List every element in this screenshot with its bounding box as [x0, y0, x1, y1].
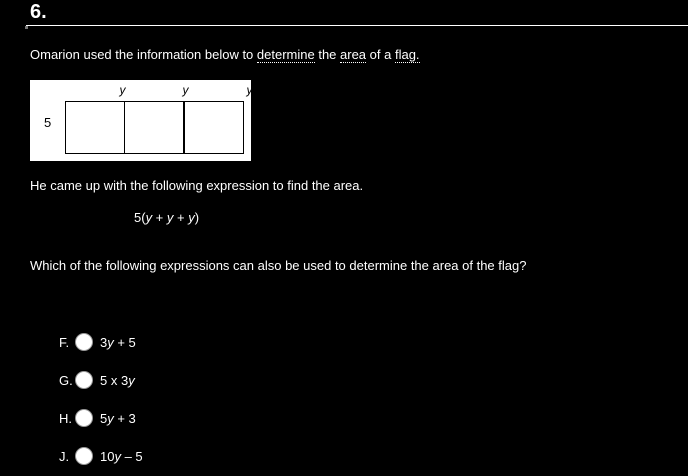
option-letter: H.: [59, 411, 72, 426]
answer-option-g[interactable]: [59, 370, 259, 392]
option-text: [100, 411, 136, 427]
header-divider: [26, 25, 688, 26]
option-rest: + 5: [113, 335, 136, 350]
intro-text-3: of a: [366, 47, 395, 62]
glossary-term-area[interactable]: area: [340, 47, 367, 62]
glossary-term-flag[interactable]: flag.: [394, 47, 420, 62]
flag-section: [184, 101, 244, 154]
question-intro: [30, 47, 420, 63]
glossary-term-determine[interactable]: determine: [256, 47, 315, 62]
question-prompt: Which of the following expressions can also be used to determine the area of the flag?: [30, 258, 527, 273]
flag-section: [65, 101, 125, 154]
option-letter: J.: [59, 449, 70, 464]
answer-option-f[interactable]: [59, 332, 259, 354]
flag-side-label: 5: [44, 115, 52, 130]
option-rest: + 3: [113, 411, 136, 426]
option-variable: y: [114, 449, 121, 464]
option-variable: y: [107, 411, 114, 426]
expression-part: +: [173, 210, 189, 225]
option-text: [100, 335, 136, 351]
flag-section: [124, 101, 184, 154]
radio-button[interactable]: [75, 333, 93, 351]
flag-figure: [30, 80, 251, 161]
option-coef: 5 x 3: [100, 373, 129, 388]
option-letter: F.: [59, 335, 70, 350]
followup-text: He came up with the following expression to find the area.: [30, 178, 364, 193]
intro-text-1: Omarion used the information below to: [30, 47, 257, 62]
option-rest: – 5: [120, 449, 143, 464]
answer-option-h[interactable]: [59, 408, 259, 430]
option-text: [100, 373, 135, 389]
flag-column-label: y: [246, 83, 253, 97]
answer-option-j[interactable]: [59, 446, 259, 468]
option-coef: 10: [100, 449, 115, 464]
expression-variable: y: [166, 210, 174, 225]
option-variable: y: [107, 335, 114, 350]
option-text: [100, 449, 143, 465]
expression-variable: y: [188, 210, 195, 225]
flag-column-label: y: [182, 83, 189, 97]
option-coef: 3: [100, 335, 108, 350]
radio-button[interactable]: [75, 409, 93, 427]
divider-marker: [25, 26, 28, 29]
radio-button[interactable]: [75, 447, 93, 465]
omarion-expression: [134, 210, 199, 226]
expression-part: +: [152, 210, 167, 225]
flag-column-label: y: [119, 83, 126, 97]
expression-part: ): [194, 210, 200, 225]
question-number: 6.: [30, 1, 47, 23]
intro-text-2: the: [314, 47, 341, 62]
option-coef: 5: [100, 411, 108, 426]
option-letter: G.: [59, 373, 73, 388]
radio-button[interactable]: [75, 371, 93, 389]
expression-variable: y: [145, 210, 153, 225]
option-variable: y: [128, 373, 135, 388]
expression-part: 5(: [134, 210, 146, 225]
